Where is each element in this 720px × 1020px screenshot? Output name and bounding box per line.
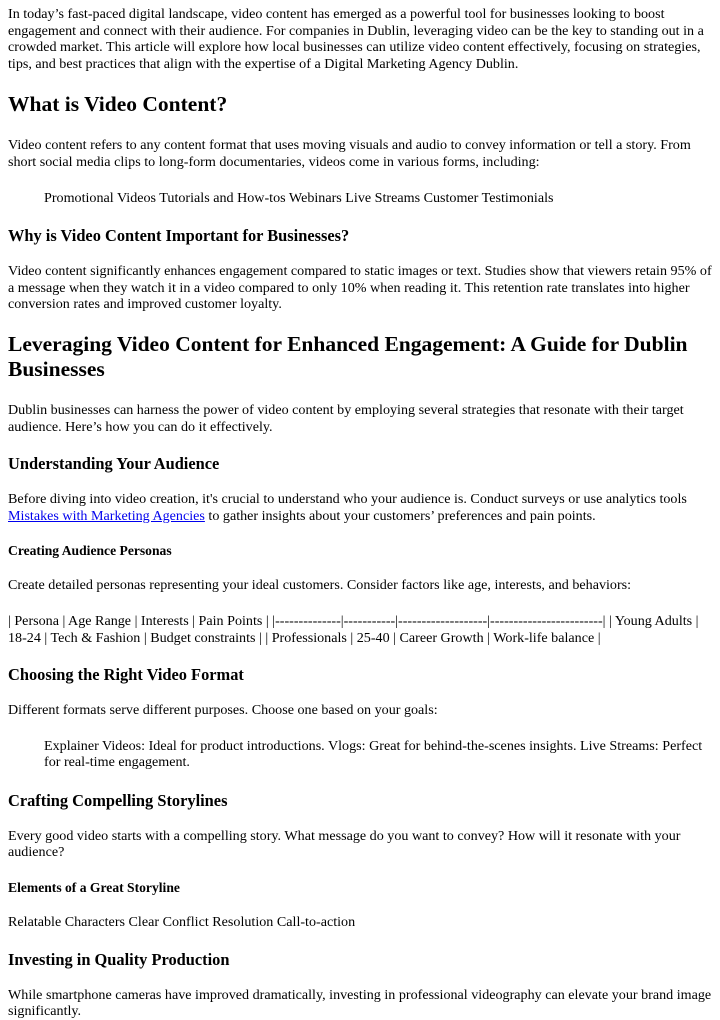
storyline-elements-paragraph: Relatable Characters Clear Conflict Resolution Call-to-action <box>8 914 356 931</box>
heading-storyline-elements: Elements of a Great Storyline <box>8 880 180 896</box>
heading-storylines: Crafting Compelling Storylines <box>8 790 228 810</box>
audience-text-after: to gather insights about your customers’ preferences and pain points. <box>204 507 596 524</box>
what-is-paragraph: Video content refers to any content format that uses moving visuals and audio to convey information or tell a story. From short social media clips to long-form documentaries, videos come in various forms, including: <box>8 137 691 170</box>
personas-table-text: | Persona | Age Range | Interests | Pain Points | |--------------|-----------|-------------------|------------------------| | Young Adults | 18-24 | Tech & Fashion | Budget constraints | | Professionals | 25-40 | Career Growth | Work-life balance | <box>8 612 699 646</box>
personas-paragraph: Create detailed personas representing your ideal customers. Consider factors like age, interests, and behaviors: <box>8 577 632 594</box>
heading-video-format: Choosing the Right Video Format <box>8 665 244 685</box>
why-important-paragraph: Video content significantly enhances engagement compared to static images or text. Studies show that viewers retain 95% of a message when they watch it in a video compared to only 10% when reading it. This retention rate translates into higher conversion rates and improved customer loyalty. <box>8 263 712 313</box>
heading-quality-production: Investing in Quality Production <box>8 949 230 969</box>
audience-text-before: Before diving into video creation, it's crucial to understand who your audience is. Conduct surveys or use analytics tools <box>8 491 687 508</box>
format-paragraph: Different formats serve different purposes. Choose one based on your goals: <box>8 702 438 719</box>
heading-why-important: Why is Video Content Important for Businesses? <box>8 226 350 246</box>
video-types-list: Promotional Videos Tutorials and How-tos Webinars Live Streams Customer Testimonials <box>44 189 554 206</box>
storylines-paragraph: Every good video starts with a compelling story. What message do you want to convey? How will it resonate with your audience? <box>8 827 681 861</box>
heading-what-is-video-content: What is Video Content? <box>8 92 228 117</box>
audience-paragraph <box>8 491 712 524</box>
marketing-agencies-link[interactable]: Mistakes with Marketing Agencies <box>8 507 205 524</box>
heading-audience-personas: Creating Audience Personas <box>8 543 172 559</box>
heading-understanding-audience: Understanding Your Audience <box>8 454 220 474</box>
video-formats-list: Explainer Videos: Ideal for product introductions. Vlogs: Great for behind-the-scenes insights. Live Streams: Perfect for real-time engagement. <box>44 737 703 771</box>
heading-leveraging: Leveraging Video Content for Enhanced Engagement: A Guide for Dublin Businesses <box>8 331 688 381</box>
intro-paragraph: In today’s fast-paced digital landscape, video content has emerged as a powerful tool for businesses looking to boost engagement and connect with their audience. For companies in Dublin, leveraging video can be the key to standing out in a crowded market. This article will explore how local businesses can utilize video content effectively, focusing on strategies, tips, and best practices that align with the expertise of a Digital Marketing Agency Dublin. <box>8 6 704 72</box>
leveraging-paragraph: Dublin businesses can harness the power of video content by employing several strategies that resonate with their target audience. Here’s how you can do it effectively. <box>8 401 684 435</box>
production-paragraph: While smartphone cameras have improved dramatically, investing in professional videography can elevate your brand image significantly. <box>8 986 712 1020</box>
